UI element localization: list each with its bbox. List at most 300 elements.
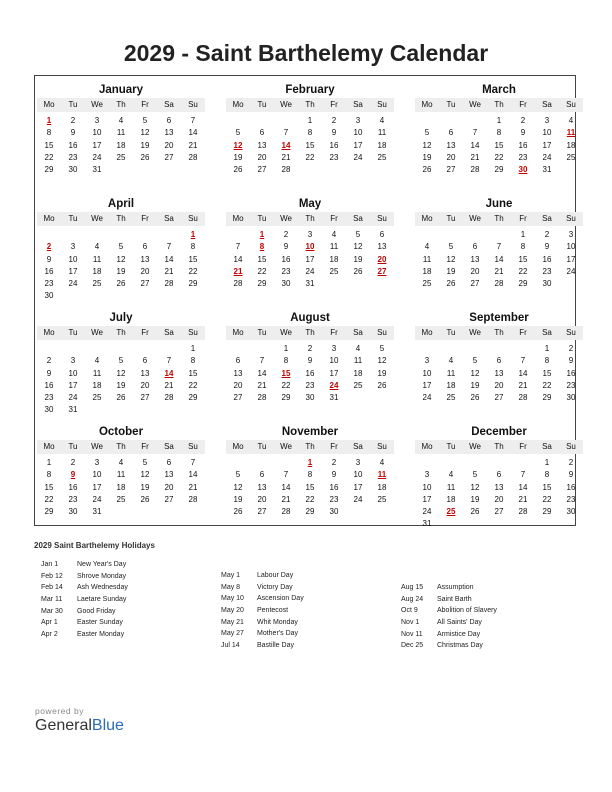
day: 25 <box>422 279 432 289</box>
weekday-label: We <box>280 442 292 451</box>
day: 29 <box>542 507 552 517</box>
holiday-row <box>401 640 497 652</box>
day: 10 <box>542 128 552 138</box>
weekday-label: Th <box>116 442 126 451</box>
day: 6 <box>166 458 172 467</box>
day: 29 <box>188 279 198 289</box>
day: 25 <box>377 494 387 504</box>
day: 17 <box>422 494 432 504</box>
day: 8 <box>46 470 52 480</box>
holiday-day: 2 <box>46 242 52 252</box>
weekday-label: Su <box>566 214 576 223</box>
day: 17 <box>68 266 78 276</box>
day: 11 <box>446 482 456 492</box>
day: 14 <box>257 368 267 378</box>
day: 29 <box>44 507 54 517</box>
day: 12 <box>422 140 432 150</box>
day: 19 <box>470 380 480 390</box>
day: 13 <box>494 482 504 492</box>
holiday-date: May 8 <box>221 583 241 591</box>
weekday-label: Su <box>377 328 387 337</box>
day: 28 <box>188 494 198 504</box>
weekday-label: Th <box>116 100 126 109</box>
day: 31 <box>329 393 339 403</box>
day: 28 <box>257 393 267 403</box>
day: 16 <box>566 368 576 378</box>
day: 19 <box>140 482 150 492</box>
weekday-label: Mo <box>421 100 433 109</box>
weekday-label: We <box>91 442 103 451</box>
weekday-label: Mo <box>232 442 244 451</box>
day: 15 <box>188 368 198 378</box>
day: 26 <box>233 165 243 175</box>
weekday-label: We <box>280 328 292 337</box>
day: 10 <box>353 470 363 480</box>
day-grid <box>415 343 583 404</box>
weekday-label: Su <box>377 214 387 223</box>
day: 4 <box>379 116 385 125</box>
day: 28 <box>518 507 528 517</box>
day: 3 <box>355 116 361 125</box>
day: 18 <box>353 368 363 378</box>
day: 1 <box>46 458 52 467</box>
day: 1 <box>520 230 526 239</box>
day: 3 <box>544 116 550 125</box>
day: 3 <box>94 116 100 125</box>
weekday-label: Su <box>188 328 198 337</box>
empty-day <box>226 229 250 241</box>
month-january <box>37 82 205 176</box>
day: 23 <box>518 152 528 162</box>
day: 20 <box>233 380 243 390</box>
day: 27 <box>257 507 267 517</box>
empty-day <box>511 343 535 355</box>
weekday-label: Tu <box>68 328 78 337</box>
weekday-label: Tu <box>68 442 78 451</box>
weekday-label: Sa <box>164 442 174 451</box>
calendar-frame <box>34 75 576 529</box>
day: 19 <box>422 152 432 162</box>
weekday-label: Tu <box>68 100 78 109</box>
day: 9 <box>331 128 337 138</box>
day: 26 <box>140 152 150 162</box>
day: 13 <box>164 128 174 138</box>
day: 26 <box>233 507 243 517</box>
holiday-column <box>221 570 304 652</box>
weekday-label: We <box>469 328 481 337</box>
day: 12 <box>446 254 456 264</box>
day: 12 <box>470 482 480 492</box>
holiday-name: Saint Barth <box>437 595 472 603</box>
weekday-label: Fr <box>519 100 527 109</box>
day: 13 <box>446 140 456 150</box>
day-grid <box>37 343 205 417</box>
empty-day <box>250 343 274 355</box>
day: 3 <box>70 356 76 366</box>
day: 23 <box>329 152 339 162</box>
day: 20 <box>257 494 267 504</box>
holiday-day: 21 <box>233 266 243 276</box>
day: 20 <box>257 152 267 162</box>
day: 15 <box>257 254 267 264</box>
empty-day <box>439 229 463 241</box>
day: 7 <box>259 356 265 366</box>
day: 27 <box>140 279 150 289</box>
weekday-label: Sa <box>164 100 174 109</box>
weekday-label: Sa <box>542 214 552 223</box>
day: 29 <box>542 393 552 403</box>
day: 15 <box>542 368 552 378</box>
holiday-day: 14 <box>164 368 174 378</box>
weekday-label: Tu <box>446 214 456 223</box>
weekday-label: Mo <box>43 100 55 109</box>
day: 7 <box>190 116 196 125</box>
holiday-row <box>221 628 304 640</box>
day: 10 <box>422 482 432 492</box>
day: 12 <box>353 242 363 252</box>
day: 19 <box>353 254 363 264</box>
day: 4 <box>355 344 361 353</box>
day: 17 <box>68 380 78 390</box>
holiday-row <box>221 640 304 652</box>
day: 2 <box>331 458 337 467</box>
day-grid <box>37 457 205 518</box>
day: 30 <box>305 393 315 403</box>
brand-name <box>35 717 124 735</box>
day: 27 <box>494 507 504 517</box>
day: 23 <box>305 380 315 390</box>
month-name: May <box>298 198 322 210</box>
weekday-label: Su <box>566 328 576 337</box>
day: 5 <box>355 230 361 239</box>
holiday-name: Ash Wednesday <box>77 584 128 592</box>
day: 19 <box>377 368 387 378</box>
page-title: 2029 - Saint Barthelemy Calendar <box>123 40 489 66</box>
day: 14 <box>233 254 243 264</box>
weekday-label: We <box>91 214 103 223</box>
day: 6 <box>448 128 454 138</box>
holiday-day: 11 <box>566 128 576 138</box>
day: 26 <box>470 393 480 403</box>
day: 23 <box>566 380 576 390</box>
day: 21 <box>518 494 528 504</box>
holiday-day: 30 <box>518 165 528 175</box>
day: 2 <box>70 116 76 125</box>
day: 5 <box>472 356 478 366</box>
day: 12 <box>140 128 150 138</box>
day: 18 <box>329 254 339 264</box>
holiday-day: 12 <box>233 140 243 150</box>
day: 6 <box>142 242 148 252</box>
empty-day <box>274 457 298 469</box>
day: 29 <box>305 507 315 517</box>
holiday-row <box>221 582 304 594</box>
holiday-row <box>41 606 128 618</box>
holiday-day: 25 <box>446 507 456 517</box>
day: 13 <box>377 242 387 252</box>
day: 14 <box>188 470 198 480</box>
weekday-header <box>415 440 583 454</box>
day: 25 <box>446 393 456 403</box>
day: 23 <box>44 279 54 289</box>
day: 21 <box>281 494 291 504</box>
day: 17 <box>353 482 363 492</box>
weekday-label: We <box>280 100 292 109</box>
day: 8 <box>544 470 550 480</box>
holiday-row <box>401 582 497 594</box>
day: 24 <box>92 494 102 504</box>
day: 21 <box>281 152 291 162</box>
holiday-row <box>401 617 497 629</box>
day: 30 <box>68 165 78 175</box>
day: 6 <box>142 356 148 366</box>
day: 16 <box>68 140 78 150</box>
weekday-label: Th <box>116 328 126 337</box>
empty-day <box>511 457 535 469</box>
empty-day <box>463 343 487 355</box>
day: 24 <box>305 266 315 276</box>
day: 8 <box>496 128 502 138</box>
day: 12 <box>233 482 243 492</box>
day: 26 <box>422 165 432 175</box>
day: 1 <box>544 458 550 467</box>
weekday-label: Tu <box>257 442 267 451</box>
month-june <box>415 196 583 290</box>
day: 14 <box>518 482 528 492</box>
day: 27 <box>446 165 456 175</box>
day: 10 <box>68 368 78 378</box>
month-august <box>226 310 394 404</box>
day-grid <box>37 229 205 303</box>
day: 9 <box>46 254 52 264</box>
day: 3 <box>70 242 76 252</box>
empty-day <box>85 343 109 355</box>
holiday-row <box>41 571 128 583</box>
holiday-date: Jan 1 <box>41 561 59 568</box>
day: 1 <box>190 344 196 353</box>
day: 15 <box>542 482 552 492</box>
weekday-label: Th <box>305 214 315 223</box>
day: 23 <box>566 494 576 504</box>
day: 11 <box>92 368 102 378</box>
day: 19 <box>116 266 126 276</box>
empty-day <box>226 115 250 127</box>
day: 24 <box>353 152 363 162</box>
day: 19 <box>233 152 243 162</box>
day: 25 <box>116 494 126 504</box>
day: 9 <box>568 356 574 366</box>
day: 14 <box>470 140 480 150</box>
day: 9 <box>544 242 550 252</box>
holiday-date: May 20 <box>221 607 244 615</box>
day: 13 <box>494 368 504 378</box>
day: 5 <box>379 344 385 353</box>
day: 15 <box>494 140 504 150</box>
holiday-row <box>221 605 304 617</box>
weekday-label: Mo <box>421 214 433 223</box>
holiday-name: Whit Monday <box>257 618 298 626</box>
day: 10 <box>68 254 78 264</box>
weekday-label: Fr <box>141 328 149 337</box>
holiday-date: May 10 <box>221 595 244 603</box>
empty-day <box>439 115 463 127</box>
day: 9 <box>46 368 52 378</box>
day: 16 <box>518 140 528 150</box>
day: 11 <box>422 254 432 264</box>
day: 12 <box>140 470 150 480</box>
holiday-row <box>221 593 304 605</box>
day: 2 <box>544 230 550 239</box>
day: 3 <box>331 344 337 353</box>
day: 12 <box>116 368 126 378</box>
day: 2 <box>46 356 52 366</box>
day: 22 <box>542 380 552 390</box>
empty-day <box>463 115 487 127</box>
day: 26 <box>470 507 480 517</box>
day: 29 <box>281 393 291 403</box>
holiday-day: 14 <box>281 140 291 150</box>
weekday-header <box>37 326 205 340</box>
holiday-date: May 1 <box>221 572 241 579</box>
day: 28 <box>164 393 174 403</box>
day: 6 <box>379 230 385 239</box>
day: 26 <box>140 494 150 504</box>
day: 26 <box>116 393 126 403</box>
day: 10 <box>353 128 363 138</box>
day: 2 <box>307 344 313 353</box>
weekday-label: We <box>469 442 481 451</box>
empty-day <box>250 115 274 127</box>
day: 7 <box>520 470 526 480</box>
day: 15 <box>44 140 54 150</box>
day: 3 <box>424 470 430 480</box>
day: 27 <box>233 393 243 403</box>
day: 30 <box>542 279 552 289</box>
day: 22 <box>188 380 198 390</box>
day: 5 <box>118 356 124 366</box>
weekday-label: Th <box>305 100 315 109</box>
day: 29 <box>44 165 54 175</box>
empty-day <box>37 229 61 241</box>
day: 16 <box>305 368 315 378</box>
day: 21 <box>257 380 267 390</box>
empty-day <box>85 229 109 241</box>
day-grid <box>415 457 583 531</box>
day: 20 <box>470 266 480 276</box>
holiday-date: Oct 9 <box>401 607 418 615</box>
day: 6 <box>235 356 241 366</box>
day: 14 <box>164 254 174 264</box>
day: 11 <box>116 470 126 480</box>
day: 16 <box>68 482 78 492</box>
day: 19 <box>446 266 456 276</box>
day: 21 <box>494 266 504 276</box>
day: 25 <box>329 266 339 276</box>
day: 7 <box>283 470 289 480</box>
weekday-label: We <box>91 100 103 109</box>
holiday-name: Easter Sunday <box>77 619 123 627</box>
day: 15 <box>188 254 198 264</box>
holiday-name: New Year's Day <box>77 561 127 568</box>
day: 28 <box>233 279 243 289</box>
weekday-label: Tu <box>68 214 78 223</box>
holiday-row <box>41 629 128 641</box>
holiday-row <box>221 617 304 629</box>
day: 26 <box>446 279 456 289</box>
brand-logo[interactable] <box>35 706 124 735</box>
day: 30 <box>44 405 54 415</box>
day: 15 <box>518 254 528 264</box>
day: 28 <box>188 152 198 162</box>
day: 25 <box>377 152 387 162</box>
day: 10 <box>92 128 102 138</box>
day: 25 <box>353 380 363 390</box>
day: 5 <box>448 242 454 252</box>
weekday-label: Tu <box>257 100 267 109</box>
day: 25 <box>92 393 102 403</box>
weekday-header <box>415 212 583 226</box>
day: 11 <box>353 356 363 366</box>
day: 19 <box>233 494 243 504</box>
holiday-day: 10 <box>305 242 315 252</box>
weekday-label: Th <box>305 328 315 337</box>
empty-day <box>439 343 463 355</box>
day: 31 <box>422 519 432 529</box>
day: 20 <box>164 140 174 150</box>
day: 8 <box>307 128 313 138</box>
day: 24 <box>353 494 363 504</box>
day: 18 <box>377 482 387 492</box>
weekday-label: Fr <box>141 100 149 109</box>
day: 18 <box>566 140 576 150</box>
day: 25 <box>116 152 126 162</box>
weekday-header <box>415 326 583 340</box>
weekday-header <box>37 212 205 226</box>
day: 4 <box>94 356 100 366</box>
day: 8 <box>283 356 289 366</box>
day: 10 <box>329 356 339 366</box>
month-september <box>415 310 583 404</box>
holiday-day: 9 <box>70 470 76 480</box>
day: 3 <box>424 356 430 366</box>
month-name: November <box>281 426 339 438</box>
month-february <box>226 82 394 176</box>
day: 24 <box>68 393 78 403</box>
day: 9 <box>70 128 76 138</box>
day: 11 <box>329 242 339 252</box>
day-grid <box>37 115 205 176</box>
day: 8 <box>190 356 196 366</box>
day: 11 <box>446 368 456 378</box>
holiday-date: Jul 14 <box>221 642 240 650</box>
weekday-label: Mo <box>232 100 244 109</box>
holiday-date: May 27 <box>221 630 244 638</box>
day: 1 <box>544 344 550 353</box>
month-name: December <box>471 426 527 438</box>
day: 15 <box>305 140 315 150</box>
brand-name-general: General <box>35 717 92 734</box>
empty-day <box>226 343 250 355</box>
holiday-date: Dec 25 <box>401 642 424 650</box>
day: 5 <box>235 470 241 480</box>
day: 21 <box>518 380 528 390</box>
empty-day <box>109 343 133 355</box>
day: 16 <box>566 482 576 492</box>
day: 20 <box>494 494 504 504</box>
day: 31 <box>542 165 552 175</box>
weekday-label: Fr <box>141 214 149 223</box>
day: 2 <box>70 458 76 467</box>
